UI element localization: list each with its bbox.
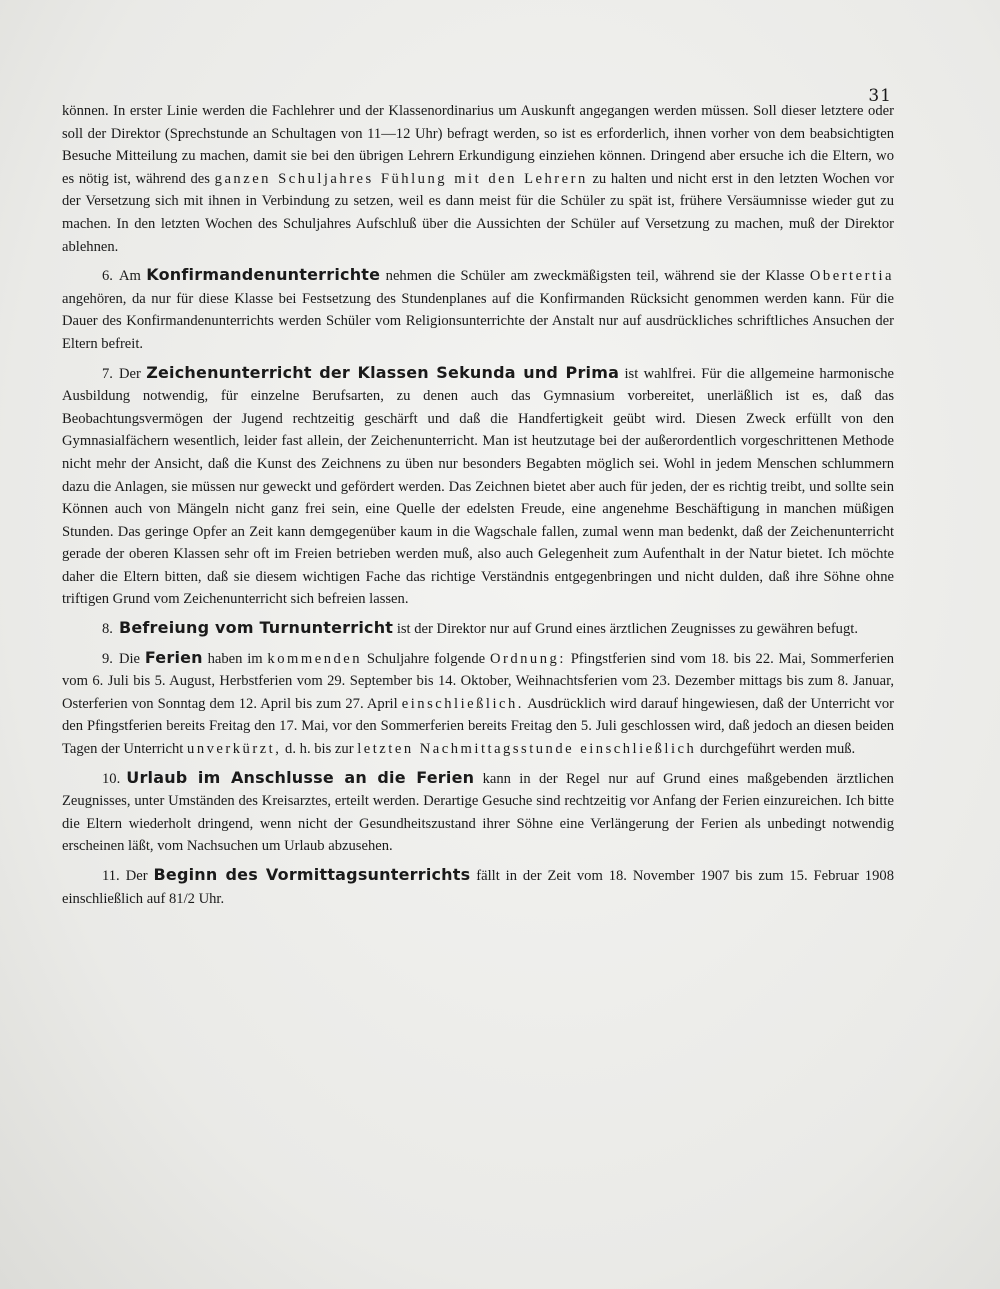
section-text: nehmen die Schüler am zweckmäßigsten teil, während sie der Klasse — [385, 268, 805, 285]
section-11 — [62, 864, 894, 910]
section-title: Ferien — [144, 647, 203, 667]
section-text: angehören, da nur für diese Klasse bei Festsetzung des Stundenplanes auf die Konfirmanden Rücksicht genommen werden kann. Für die Dauer des Konfirmandenunterrichts werden Schüler vom Religionsunterrichte der Anstalt nur auf ausdrückliches schriftliches Ansuchen der Eltern befreit. — [62, 290, 894, 352]
section-number: 11. — [102, 868, 120, 884]
section-number: 9. — [102, 650, 113, 667]
section-9 — [62, 647, 894, 761]
section-number: 8. — [102, 621, 113, 638]
intro-text: können. In erster Linie werden die Fachlehrer und der Klassenordinarius um Auskunft angegangen werden müssen. Soll dieser letztere oder soll der Direktor (Sprechstunde an Schultagen von 11—12 Uhr) befragt werden, so ist es erforderlich, ihnen vorher von dem beabsichtigten Besuche Mitteilung zu machen, damit sie bei den übrigen Lehrern Erkundigung einziehen können. Dringend aber ersuche ich die Eltern, wo es nötig ist, während des — [62, 103, 894, 187]
fraction: 1/2 — [176, 890, 195, 907]
section-spaced-text: letzten Nachmittagsstunde einschließlich — [357, 741, 697, 758]
section-number: 6. — [102, 268, 113, 285]
section-pre: Der — [125, 868, 148, 884]
section-8 — [62, 617, 894, 641]
section-10 — [62, 767, 894, 858]
section-text: fällt in der Zeit vom 18. November 1907 bis zum 15. Februar 1908 einschließlich auf 8 — [62, 868, 894, 907]
section-text: d. h. bis zur — [285, 741, 354, 758]
section-number: 10. — [102, 770, 121, 787]
section-pre: Am — [118, 268, 141, 285]
section-title: Urlaub im Anschlusse an die Ferien — [126, 767, 475, 787]
section-text: Pfingstferien sind vom 18. bis 22. Mai, Sommerferien vom 6. Juli bis 5. August, Herbstferien vom 29. September bis 14. Oktober, Weihnachtsferien vom 23. Dezember mittags bis zum 8. Januar, Osterferien von Sonntag dem 12. April bis zum 27. April — [62, 650, 895, 712]
page-number: 31 — [868, 86, 892, 106]
intro-spaced-text: ganzen Schuljahres Fühlung mit den Lehrern — [214, 170, 588, 187]
section-spaced-text: kommenden — [267, 650, 363, 667]
document-body — [62, 100, 894, 916]
intro-end-text: zu halten und nicht erst in den letzten Wochen vor der Versetzung sich mit ihnen in Verbindung zu setzen, weil es dann meist für die Schüler zu spät ist, frühere Versäumnisse wieder gut zu machen. In den letzten Wochen des Schuljahres Aufschluß über die Aussichten der Schüler auf Versetzung zu machen, muß der Direktor ablehnen. — [62, 170, 894, 255]
section-6 — [62, 264, 894, 355]
section-number: 7. — [102, 365, 113, 382]
section-spaced-text: unverkürzt, — [187, 741, 282, 758]
section-spaced-text: Obertertia — [809, 268, 895, 285]
section-text: Schuljahre folgende — [366, 650, 486, 667]
section-7 — [62, 362, 894, 612]
section-text: Ausdrücklich wird darauf hingewiesen, daß der Unterricht vor den Pfingstferien bereits Freitag den 17. Mai, vor den Sommerferien bereits Freitag den 5. Juli geschlossen wird, daß jedoch an diesen beiden Tagen der Unterricht — [62, 695, 894, 758]
section-text: kann in der Regel nur auf Grund eines maßgebenden ärztlichen Zeugnisses, unter Umständen des Kreisarztes, erteilt werden. Derartige Gesuche sind rechtzeitig vor Anfang der Ferien einzureichen. Ich bitte die Eltern wiederholt dringend, wenn nicht der Gesundheitszustand ihrer Söhne eine Verlängerung der Ferien als unbedingt notwendig erscheinen läßt, vom Nachsuchen um Urlaub abzusehen. — [62, 770, 894, 855]
section-spaced-text: einschließlich. — [401, 695, 524, 712]
section-title: Befreiung vom Turnunterricht — [118, 618, 394, 638]
section-pre: Die — [118, 650, 141, 667]
section-text: haben im — [207, 650, 263, 667]
section-spaced-text: Ordnung: — [489, 650, 566, 667]
section-pre: Der — [118, 365, 141, 382]
section-title: Beginn des Vormittagsunterrichts — [153, 865, 471, 884]
section-title: Zeichenunterricht der Klassen Sekunda und Prima — [146, 362, 620, 382]
section-title: Konfirmandenunterrichte — [146, 265, 381, 285]
section-text: durchgeführt werden muß. — [699, 741, 856, 758]
section-text: Uhr. — [198, 890, 225, 907]
paragraph-intro — [62, 100, 894, 258]
section-text: ist wahlfrei. Für die allgemeine harmonische Ausbildung notwendig, für einzelne Berufsarten, zu denen auch das Gymnasium vorbereitet, unerläßlich ist es, daß das Beobachtungsvermögen der Jugend rechtzeitig geschärft und daß die Handfertigkeit geübt wird. Diesen Zweck erfüllt von den Gymnasialfächern wesentlich, leider fast allein, der Zeichenunterricht. Man ist heutzutage bei der außerordentlich vorgeschrittenen Methode nicht mehr der Ansicht, daß die Kunst des Zeichnens zu üben nur besonders Begabten möglich sei. Wohl in jedem Menschen schlummern dazu die Anlagen, sie müssen nur geweckt und gefördert werden. Das Zeichnen bietet aber auch für jeden, der es richtig treibt, und sollte sein Können auch von Mängeln nicht ganz frei sein, eine Quelle der edelsten Freude, eine angenehme Beschäftigung in manchen müßigen Stunden. Das geringe Opfer an Zeit kann demgegenüber kaum in die Wagschale fallen, zumal wenn man bedenkt, daß der Zeichenunterricht gerade der oberen Klassen sehr oft im Freien betrieben werden muß, also auch Gelegenheit zum Aufenthalt in der Natur bietet. Ich möchte daher die Eltern bitten, daß sie diesem wichtigen Fache das richtige Verständnis entgegenbringen und nicht dulden, daß ihre Söhne ohne triftigen Grund vom Zeichenunterricht sich befreien lassen. — [62, 365, 894, 608]
section-text: ist der Direktor nur auf Grund eines ärztlichen Zeugnisses zu gewähren befugt. — [396, 621, 858, 638]
